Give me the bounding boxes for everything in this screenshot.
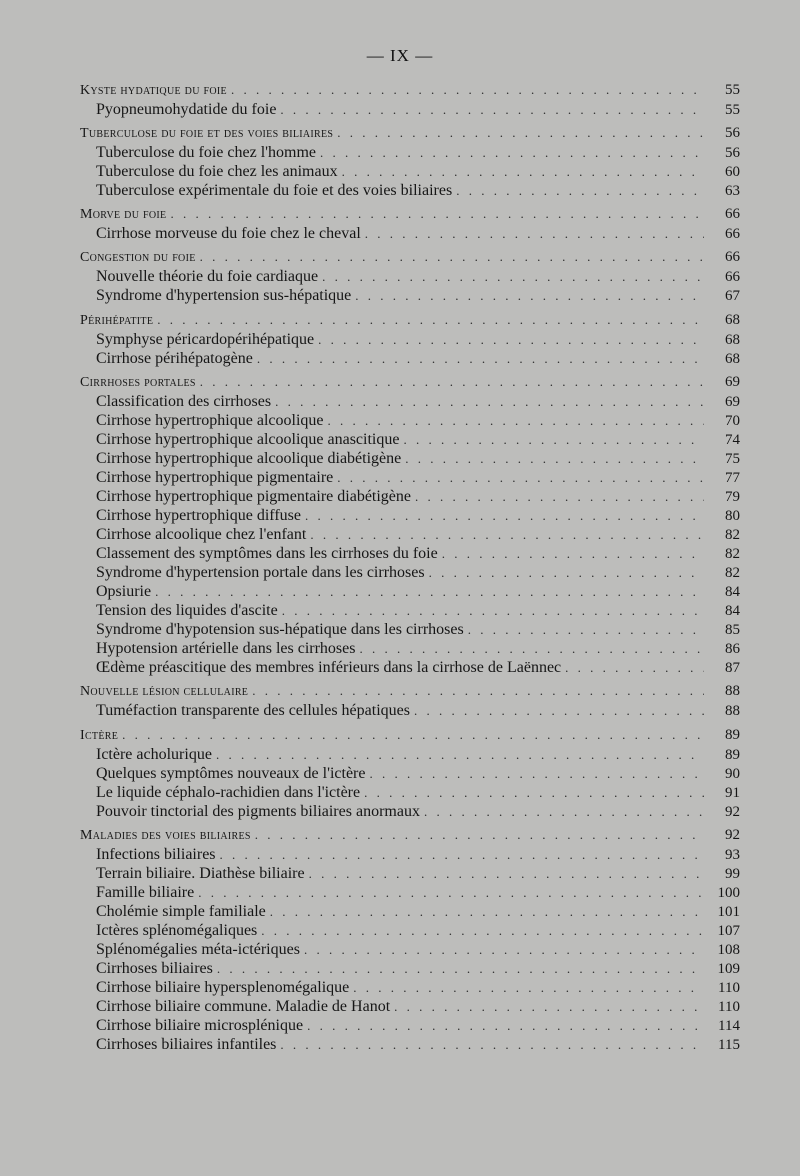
toc-entry-title: Terrain biliaire. Diathèse biliaire <box>96 864 305 882</box>
toc-page-number: 100 <box>717 884 740 901</box>
toc-entry-title: Classification des cirrhoses <box>96 392 272 410</box>
toc-section-title: Maladies des voies biliaires <box>80 827 251 843</box>
toc-page-number: 92 <box>725 803 740 820</box>
dot-leader <box>200 374 704 390</box>
dot-leader <box>217 961 704 977</box>
dot-leader <box>305 508 704 524</box>
dot-leader <box>355 288 704 304</box>
toc-entry-row <box>80 350 740 369</box>
toc-section-title: Périhépatite <box>80 312 154 328</box>
dot-leader <box>364 785 704 801</box>
toc-entry-title: Tuberculose expérimentale du foie et des voies biliaires <box>96 182 453 200</box>
toc-page-number: 69 <box>725 393 740 410</box>
toc-entry-title: Classement des symptômes dans les cirrhoses du foie <box>96 545 438 563</box>
toc-page-number: 68 <box>725 350 740 367</box>
toc-entry-row <box>80 803 740 822</box>
toc-page-number: 88 <box>725 703 740 720</box>
toc-entry-title: Cirrhoses biliaires <box>96 960 213 978</box>
dot-leader <box>337 125 704 141</box>
toc-entry-title: Syndrome d'hypotension sus-hépatique dans les cirrhoses <box>96 621 464 639</box>
toc-entry-row <box>80 960 740 979</box>
toc-entry-title: Cirrhose hypertrophique alcoolique anascitique <box>96 430 400 448</box>
toc-page-number: 91 <box>725 784 740 801</box>
toc-entry-title: Cirrhose hypertrophique alcoolique diabétigène <box>96 449 402 467</box>
dot-leader <box>255 827 704 843</box>
toc-entry-title: Nouvelle théorie du foie cardiaque <box>96 268 319 286</box>
toc-page-number: 108 <box>717 942 740 959</box>
toc-entry-title: Cirrhose biliaire hypersplenomégalique <box>96 979 350 997</box>
toc-entry-title: Tuberculose du foie chez l'homme <box>96 144 317 162</box>
dot-leader <box>468 622 704 638</box>
toc-entry-row <box>80 640 740 659</box>
toc-entry-title: Œdème préascitique des membres inférieurs dans la cirrhose de Laënnec <box>96 659 562 677</box>
toc-entry-row <box>80 941 740 960</box>
toc-entry-title: Cirrhose hypertrophique pigmentaire diabétigène <box>96 487 412 505</box>
toc-entry-row <box>80 702 740 721</box>
toc-entry-row <box>80 583 740 602</box>
toc-entry-title: Cirrhose hypertrophique pigmentaire <box>96 468 334 486</box>
toc-page-number: 74 <box>725 431 740 448</box>
dot-leader <box>157 312 704 328</box>
dot-leader <box>198 885 704 901</box>
toc-entry-title: Cirrhose périhépatogène <box>96 349 253 367</box>
toc-entry-row <box>80 393 740 412</box>
toc-entry-row <box>80 545 740 564</box>
dot-leader <box>220 847 704 863</box>
toc-page-number: 55 <box>725 102 740 119</box>
dot-leader <box>342 164 704 180</box>
toc-page-number: 56 <box>725 125 740 142</box>
toc-page-number: 68 <box>725 311 740 328</box>
toc-section-title: Congestion du foie <box>80 250 196 266</box>
toc-entry-title: Opsiurie <box>96 583 152 601</box>
dot-leader <box>257 351 704 367</box>
dot-leader <box>282 603 704 619</box>
toc-entry-row <box>80 865 740 884</box>
toc-entry-title: Cirrhose hypertrophique alcoolique <box>96 411 324 429</box>
dot-leader <box>155 584 704 600</box>
toc-entry-title: Cholémie simple familiale <box>96 902 266 920</box>
toc-entry-row <box>80 182 740 201</box>
toc-section-title: Ictère <box>80 727 119 743</box>
toc-entry-row <box>80 469 740 488</box>
dot-leader <box>365 226 704 242</box>
page-number: — IX — <box>366 46 434 65</box>
dot-leader <box>307 1018 704 1034</box>
toc-page-number: 109 <box>717 961 740 978</box>
toc-entry-row <box>80 431 740 450</box>
toc-section-row <box>80 727 740 746</box>
toc-page-number: 68 <box>725 331 740 348</box>
toc-entry-title: Infections biliaires <box>96 845 216 863</box>
dot-leader <box>405 451 704 467</box>
toc-entry-title: Cirrhose biliaire microsplénique <box>96 1017 304 1035</box>
toc-page-number: 88 <box>725 683 740 700</box>
toc-entry-title: Le liquide céphalo-rachidien dans l'ictère <box>96 783 361 801</box>
toc-entry-row <box>80 225 740 244</box>
toc-entry-title: Ictère acholurique <box>96 745 212 763</box>
toc-page-number: 70 <box>725 412 740 429</box>
dot-leader <box>252 683 704 699</box>
toc-entry-row <box>80 412 740 431</box>
toc-entry-row <box>80 526 740 545</box>
toc-page-number: 90 <box>725 765 740 782</box>
toc-section-row <box>80 312 740 331</box>
toc-entry-title: Cirrhose alcoolique chez l'enfant <box>96 526 307 544</box>
toc-page-number: 114 <box>718 1018 740 1035</box>
dot-leader <box>337 470 704 486</box>
toc-entry-row <box>80 1036 740 1055</box>
toc-page-number: 84 <box>725 603 740 620</box>
toc-entry-row <box>80 903 740 922</box>
dot-leader <box>309 866 704 882</box>
toc-entry-title: Cirrhose hypertrophique diffuse <box>96 506 301 524</box>
toc-entry-row <box>80 507 740 526</box>
toc-page-number: 82 <box>725 546 740 563</box>
toc-page-number: 82 <box>725 565 740 582</box>
toc-section-title: Morve du foie <box>80 207 167 223</box>
toc-entry-title: Syndrome d'hypertension portale dans les cirrhoses <box>96 564 425 582</box>
toc-entry-row <box>80 846 740 865</box>
toc-entry-title: Tuméfaction transparente des cellules hépatiques <box>96 702 410 720</box>
toc-page-number: 66 <box>725 249 740 266</box>
dot-leader <box>442 546 704 562</box>
toc-entry-row <box>80 922 740 941</box>
toc-page-number: 77 <box>725 469 740 486</box>
toc-entry-title: Ictères splénomégaliques <box>96 921 258 939</box>
toc-page-number: 84 <box>725 584 740 601</box>
toc-entry-title: Famille biliaire <box>96 883 195 901</box>
dot-leader <box>310 527 704 543</box>
toc-entry-title: Tuberculose du foie chez les animaux <box>96 163 338 181</box>
dot-leader <box>304 942 704 958</box>
toc-entry-row <box>80 784 740 803</box>
toc-entry-row <box>80 268 740 287</box>
toc-section-title: Nouvelle lésion cellulaire <box>80 684 249 700</box>
dot-leader <box>429 565 704 581</box>
table-of-contents <box>80 82 740 1055</box>
toc-entry-title: Cirrhoses biliaires infantiles <box>96 1036 277 1054</box>
dot-leader <box>216 747 704 763</box>
toc-page-number: 66 <box>725 206 740 223</box>
toc-page-number: 82 <box>725 527 740 544</box>
toc-page-number: 101 <box>717 903 740 920</box>
toc-entry-row <box>80 101 740 120</box>
dot-leader <box>280 1037 704 1053</box>
dot-leader <box>275 394 704 410</box>
toc-entry-title: Hypotension artérielle dans les cirrhoses <box>96 640 356 658</box>
toc-entry-row <box>80 450 740 469</box>
toc-entry-row <box>80 163 740 182</box>
dot-leader <box>456 183 704 199</box>
toc-page-number: 89 <box>725 746 740 763</box>
toc-entry-row <box>80 659 740 678</box>
toc-section-row <box>80 249 740 268</box>
toc-page-number: 56 <box>725 145 740 162</box>
toc-entry-row <box>80 144 740 163</box>
toc-entry-title: Splénomégalies méta-ictériques <box>96 941 300 959</box>
dot-leader <box>261 923 704 939</box>
toc-page-number: 66 <box>725 269 740 286</box>
toc-section-row <box>80 827 740 846</box>
toc-page-number: 107 <box>717 922 740 939</box>
dot-leader <box>280 102 704 118</box>
toc-entry-row <box>80 621 740 640</box>
dot-leader <box>359 641 704 657</box>
toc-page-number: 86 <box>725 641 740 658</box>
toc-page-number: 92 <box>725 826 740 843</box>
toc-entry-row <box>80 884 740 903</box>
dot-leader <box>322 269 704 285</box>
dot-leader <box>415 489 704 505</box>
toc-section-row <box>80 82 740 101</box>
toc-page-number: 115 <box>718 1037 740 1054</box>
toc-entry-row <box>80 331 740 350</box>
toc-page-number: 67 <box>725 288 740 305</box>
toc-entry-title: Quelques symptômes nouveaux de l'ictère <box>96 764 366 782</box>
toc-page-number: 110 <box>718 999 740 1016</box>
toc-entry-row <box>80 746 740 765</box>
toc-page-number: 99 <box>725 865 740 882</box>
dot-leader <box>424 804 704 820</box>
toc-entry-row <box>80 765 740 784</box>
toc-section-row <box>80 374 740 393</box>
toc-page-number: 85 <box>725 622 740 639</box>
toc-entry-title: Pyopneumohydatide du foie <box>96 101 277 119</box>
dot-leader <box>320 145 704 161</box>
toc-section-title: Kyste hydatique du foie <box>80 83 227 98</box>
toc-page-number: 87 <box>725 660 740 677</box>
toc-entry-title: Tension des liquides d'ascite <box>96 602 278 620</box>
toc-page-number: 79 <box>725 488 740 505</box>
toc-entry-row <box>80 1017 740 1036</box>
toc-page-number: 55 <box>725 82 740 98</box>
dot-leader <box>200 249 704 265</box>
toc-entry-title: Cirrhose morveuse du foie chez le cheval <box>96 225 361 243</box>
toc-section-title: Tuberculose du foie et des voies biliaires <box>80 126 334 142</box>
toc-entry-title: Pouvoir tinctorial des pigments biliaires anormaux <box>96 802 420 820</box>
toc-section-row <box>80 206 740 225</box>
toc-entry-row <box>80 564 740 583</box>
toc-page-number: 93 <box>725 846 740 863</box>
dot-leader <box>565 660 704 676</box>
toc-entry-row <box>80 602 740 621</box>
toc-section-title: Cirrhoses portales <box>80 374 196 390</box>
toc-page-number: 80 <box>725 507 740 524</box>
toc-section-row <box>80 125 740 144</box>
toc-page-number: 75 <box>725 450 740 467</box>
dot-leader <box>318 332 704 348</box>
toc-entry-title: Syndrome d'hypertension sus-hépatique <box>96 287 352 305</box>
toc-page-number: 63 <box>725 183 740 200</box>
dot-leader <box>403 432 704 448</box>
dot-leader <box>270 904 704 920</box>
toc-entry-row <box>80 287 740 306</box>
dot-leader <box>231 82 704 98</box>
toc-entry-row <box>80 488 740 507</box>
dot-leader <box>394 999 704 1015</box>
toc-entry-row <box>80 998 740 1017</box>
toc-entry-row <box>80 979 740 998</box>
toc-entry-title: Symphyse péricardopérihépatique <box>96 330 315 348</box>
toc-page-number: 89 <box>725 726 740 743</box>
dot-leader <box>328 413 705 429</box>
toc-page-number: 66 <box>725 226 740 243</box>
dot-leader <box>353 980 704 996</box>
dot-leader <box>369 766 704 782</box>
toc-section-row <box>80 683 740 702</box>
dot-leader <box>170 206 704 222</box>
toc-page-number: 69 <box>725 373 740 390</box>
toc-entry-title: Cirrhose biliaire commune. Maladie de Hanot <box>96 998 391 1016</box>
toc-page-number: 110 <box>718 980 740 997</box>
toc-page-number: 60 <box>725 164 740 181</box>
dot-leader <box>414 703 704 719</box>
dot-leader <box>122 727 704 743</box>
